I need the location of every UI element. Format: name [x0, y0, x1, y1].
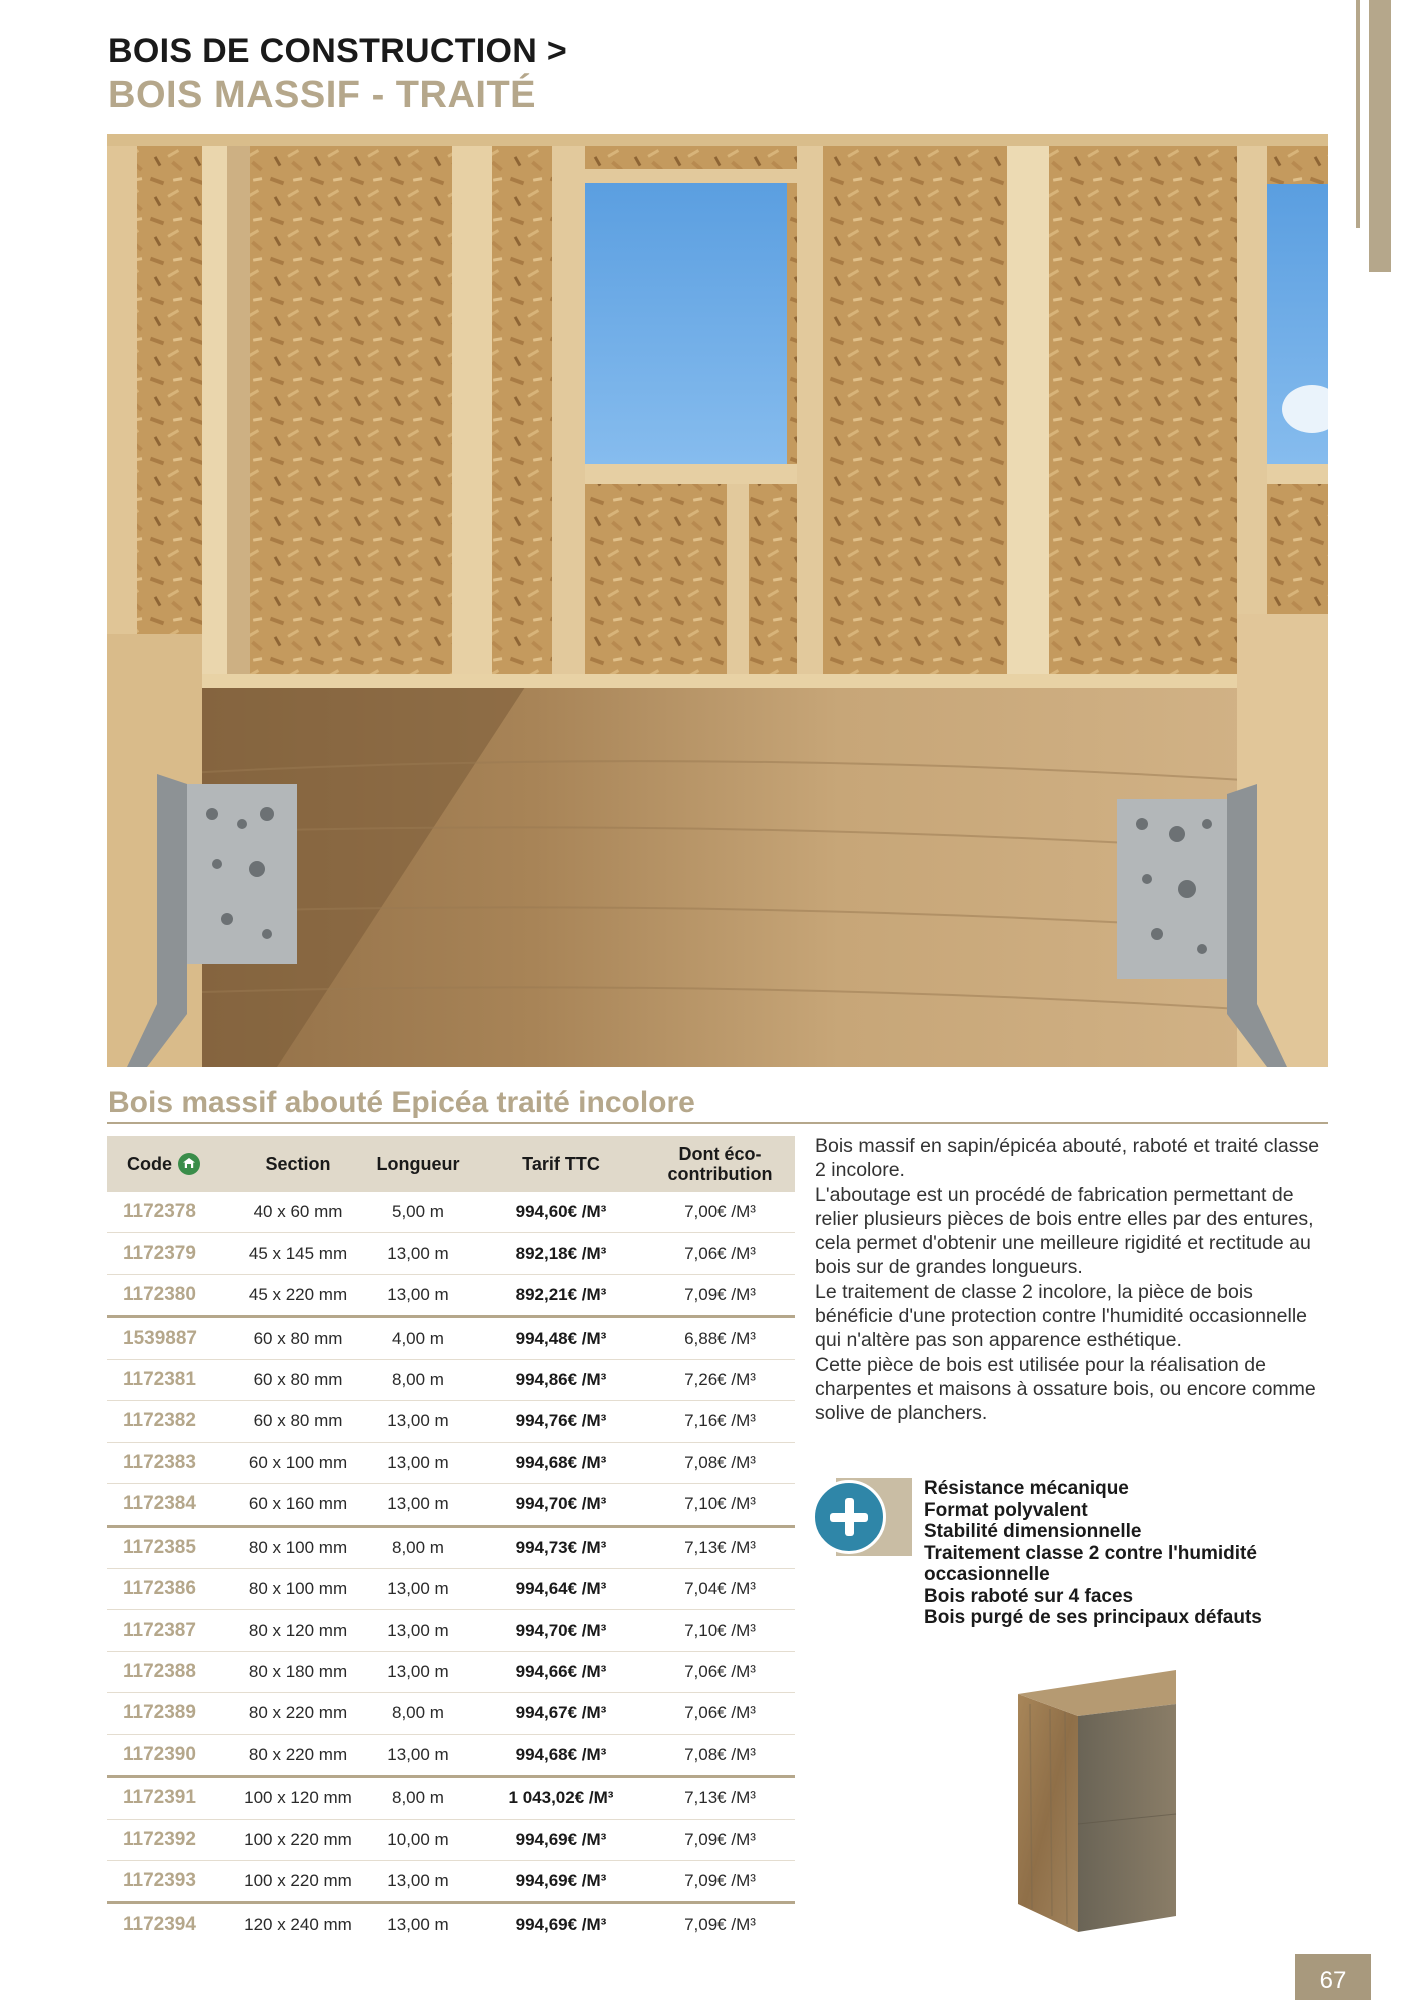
advantages-badge — [812, 1478, 912, 1556]
product-price: 994,70€ /M³ — [477, 1484, 645, 1526]
product-length: 13,00 m — [359, 1274, 477, 1316]
table-row — [107, 1484, 795, 1526]
product-code: 1172383 — [107, 1442, 237, 1483]
table-row — [107, 1651, 795, 1692]
product-section: 45 x 145 mm — [237, 1233, 359, 1274]
product-price: 1 043,02€ /M³ — [477, 1777, 645, 1819]
product-code: 1172393 — [107, 1861, 237, 1903]
product-price: 994,69€ /M³ — [477, 1819, 645, 1860]
product-section: 80 x 220 mm — [237, 1734, 359, 1776]
table-header-row — [107, 1136, 795, 1192]
product-length: 13,00 m — [359, 1401, 477, 1442]
feature-item: Stabilité dimensionnelle — [924, 1521, 1142, 1542]
product-length: 13,00 m — [359, 1651, 477, 1692]
product-code: 1172380 — [107, 1274, 237, 1316]
product-code: 1172384 — [107, 1484, 237, 1526]
product-section: 40 x 60 mm — [237, 1192, 359, 1233]
product-eco-contribution: 7,10€ /M³ — [645, 1484, 795, 1526]
table-row — [107, 1317, 795, 1359]
product-price: 994,69€ /M³ — [477, 1861, 645, 1903]
product-section: 80 x 100 mm — [237, 1526, 359, 1568]
product-table — [107, 1136, 795, 1945]
category-title: BOIS DE CONSTRUCTION > — [108, 32, 568, 70]
product-section: 100 x 120 mm — [237, 1777, 359, 1819]
header-section: Section — [237, 1136, 359, 1192]
header-eco-contribution: Dont éco-contribution — [645, 1136, 795, 1192]
product-price: 892,18€ /M³ — [477, 1233, 645, 1274]
product-length: 13,00 m — [359, 1484, 477, 1526]
product-eco-contribution: 7,08€ /M³ — [645, 1734, 795, 1776]
product-price: 994,48€ /M³ — [477, 1317, 645, 1359]
decorative-bar-thin — [1356, 0, 1360, 228]
page-title: BOIS MASSIF - TRAITÉ — [108, 74, 536, 116]
product-length: 13,00 m — [359, 1610, 477, 1651]
table-row — [107, 1192, 795, 1233]
eco-house-icon — [178, 1153, 200, 1175]
product-length: 13,00 m — [359, 1233, 477, 1274]
table-row — [107, 1693, 795, 1734]
product-section: 60 x 160 mm — [237, 1484, 359, 1526]
table-row — [107, 1734, 795, 1776]
product-length: 8,00 m — [359, 1359, 477, 1400]
product-length: 8,00 m — [359, 1693, 477, 1734]
description-paragraph: Cette pièce de bois est utilisée pour la réalisation de charpentes et maisons à ossature bois, ou encore comme solive de planchers. — [815, 1353, 1316, 1425]
product-price: 994,64€ /M³ — [477, 1568, 645, 1609]
product-length: 8,00 m — [359, 1526, 477, 1568]
table-row — [107, 1610, 795, 1651]
product-length: 8,00 m — [359, 1777, 477, 1819]
product-price: 994,69€ /M³ — [515, 1914, 607, 1934]
table-row — [107, 1233, 795, 1274]
product-code: 1172389 — [107, 1693, 237, 1734]
product-price: 994,70€ /M³ — [477, 1610, 645, 1651]
product-length: 5,00 m — [359, 1192, 477, 1233]
product-eco-contribution: 7,04€ /M³ — [645, 1568, 795, 1609]
product-length: 10,00 m — [359, 1819, 477, 1860]
product-section: 80 x 220 mm — [237, 1693, 359, 1734]
page-number: 67 — [1295, 1954, 1371, 2000]
product-eco-contribution: 7,26€ /M³ — [645, 1359, 795, 1400]
product-section: 80 x 100 mm — [237, 1568, 359, 1609]
product-code: 1172381 — [107, 1359, 237, 1400]
product-section: 80 x 120 mm — [237, 1610, 359, 1651]
product-price: 994,73€ /M³ — [477, 1526, 645, 1568]
table-row — [107, 1526, 795, 1568]
product-eco-contribution: 7,06€ /M³ — [645, 1233, 795, 1274]
product-eco-contribution: 7,09€ /M³ — [684, 1914, 756, 1934]
product-code: 1172382 — [107, 1401, 237, 1442]
product-section: 45 x 220 mm — [237, 1274, 359, 1316]
product-code: 1172391 — [107, 1777, 237, 1819]
product-section: 60 x 80 mm — [237, 1359, 359, 1400]
product-eco-contribution: 7,09€ /M³ — [645, 1819, 795, 1860]
product-eco-contribution: 7,10€ /M³ — [645, 1610, 795, 1651]
description-paragraph: L'aboutage est un procédé de fabrication permettant de relier plusieurs pièces de bois entre elles par des entures, cela permet d'obtenir une meilleure rigidité et rectitude au bois sur de grandes longueurs. — [815, 1183, 1314, 1279]
product-price: 994,60€ /M³ — [477, 1192, 645, 1233]
product-length: 13,00 m — [359, 1442, 477, 1483]
product-price: 994,67€ /M³ — [477, 1693, 645, 1734]
table-row — [107, 1442, 795, 1483]
product-length: 13,00 m — [359, 1734, 477, 1776]
product-code: 1172392 — [107, 1819, 237, 1860]
decorative-bar-thick — [1369, 0, 1391, 272]
product-length: 13,00 m — [359, 1568, 477, 1609]
feature-item: Bois raboté sur 4 faces — [924, 1585, 1134, 1607]
product-eco-contribution: 6,88€ /M³ — [645, 1317, 795, 1359]
product-code: 1172378 — [107, 1192, 237, 1233]
product-section: 60 x 100 mm — [237, 1442, 359, 1483]
table-row — [107, 1861, 795, 1903]
product-section: 100 x 220 mm — [237, 1819, 359, 1860]
product-price: 892,21€ /M³ — [477, 1274, 645, 1316]
feature-item: Résistance mécanique — [924, 1478, 1129, 1499]
plus-icon — [812, 1480, 886, 1554]
table-row — [107, 1274, 795, 1316]
product-code: 1172386 — [107, 1568, 237, 1609]
header-price: Tarif TTC — [477, 1136, 645, 1192]
description-paragraph: Bois massif en sapin/épicéa abouté, raboté et traité classe 2 incolore. — [815, 1135, 1320, 1182]
product-section: 60 x 80 mm — [237, 1317, 359, 1359]
product-eco-contribution: 7,09€ /M³ — [645, 1274, 795, 1316]
product-eco-contribution: 7,08€ /M³ — [645, 1442, 795, 1483]
product-code: 1539887 — [107, 1317, 237, 1359]
product-code: 1172379 — [107, 1233, 237, 1274]
table-row — [107, 1903, 795, 1945]
product-eco-contribution: 7,06€ /M³ — [645, 1651, 795, 1692]
header-length: Longueur — [359, 1136, 477, 1192]
timber-frame-photo — [107, 134, 1328, 1067]
product-code: 1172390 — [107, 1734, 237, 1776]
table-row — [107, 1819, 795, 1860]
header-code: Code — [107, 1136, 237, 1192]
product-price: 994,76€ /M³ — [477, 1401, 645, 1442]
product-price: 994,68€ /M³ — [477, 1734, 645, 1776]
product-section: 100 x 220 mm — [237, 1861, 359, 1903]
description-paragraph: Le traitement de classe 2 incolore, la pièce de bois bénéficie d'une protection contre l'humidité occasionnelle qui n'altère pas son apparence esthétique. — [815, 1280, 1308, 1352]
product-eco-contribution: 7,13€ /M³ — [645, 1526, 795, 1568]
product-description — [815, 1134, 1330, 1426]
product-length: 13,00 m — [387, 1914, 449, 1934]
product-code: 1172394 — [123, 1913, 196, 1935]
table-row — [107, 1359, 795, 1400]
table-row — [107, 1568, 795, 1609]
feature-item: Format polyvalent — [924, 1499, 1088, 1521]
section-title: Bois massif abouté Epicéa traité incolore — [108, 1086, 695, 1119]
product-eco-contribution: 7,06€ /M³ — [645, 1693, 795, 1734]
product-price: 994,68€ /M³ — [477, 1442, 645, 1483]
product-length: 13,00 m — [359, 1861, 477, 1903]
product-section: 80 x 180 mm — [237, 1651, 359, 1692]
wood-beam-illustration — [1010, 1664, 1190, 1939]
product-code: 1172385 — [107, 1526, 237, 1568]
product-section: 60 x 80 mm — [237, 1401, 359, 1442]
product-price: 994,86€ /M³ — [477, 1359, 645, 1400]
table-row — [107, 1777, 795, 1819]
product-eco-contribution: 7,00€ /M³ — [645, 1192, 795, 1233]
product-eco-contribution: 7,09€ /M³ — [645, 1861, 795, 1903]
product-eco-contribution: 7,16€ /M³ — [645, 1401, 795, 1442]
product-length: 4,00 m — [359, 1317, 477, 1359]
product-code: 1172387 — [107, 1610, 237, 1651]
features-list — [924, 1478, 1324, 1629]
section-divider — [107, 1122, 1328, 1124]
feature-item: Traitement classe 2 contre l'humidité occasionnelle — [924, 1542, 1257, 1585]
product-eco-contribution: 7,13€ /M³ — [645, 1777, 795, 1819]
feature-item: Bois purgé de ses principaux défauts — [924, 1607, 1262, 1628]
table-row — [107, 1401, 795, 1442]
product-section: 120 x 240 mm — [244, 1914, 352, 1934]
product-price: 994,66€ /M³ — [477, 1651, 645, 1692]
product-code: 1172388 — [107, 1651, 237, 1692]
